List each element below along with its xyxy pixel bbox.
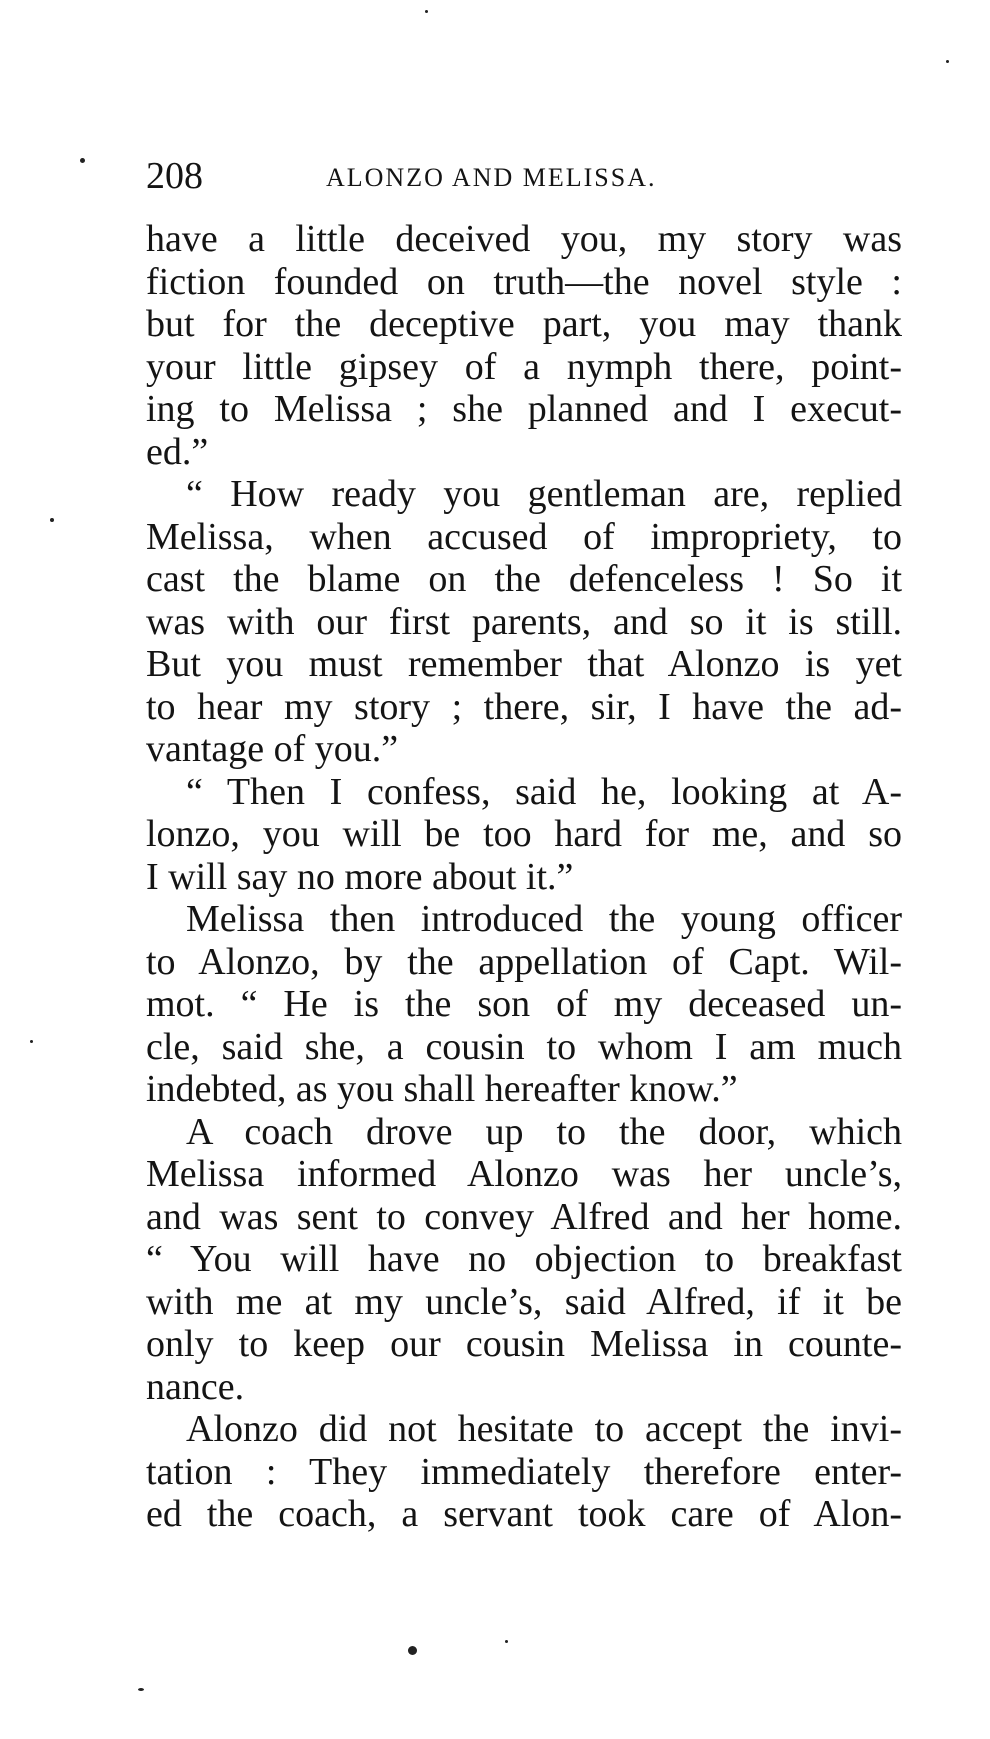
text-line: “ Then I confess, said he, looking at A- bbox=[186, 770, 902, 813]
text-line: your little gipsey of a nymph there, point- bbox=[146, 345, 902, 388]
body-text bbox=[146, 218, 902, 1536]
text-line: “ How ready you gentleman are, replied bbox=[186, 473, 902, 515]
text-line: lonzo, you will be too hard for me, and so bbox=[146, 813, 902, 855]
text-line: tation : They immediately therefore enter- bbox=[146, 1450, 902, 1493]
text-line: only to keep our cousin Melissa in counte- bbox=[146, 1323, 902, 1365]
text-line: Alonzo did not hesitate to accept the invi- bbox=[186, 1408, 902, 1450]
text-line: with me at my uncle’s, said Alfred, if it be bbox=[146, 1280, 902, 1323]
text-line: and was sent to convey Alfred and her home. bbox=[146, 1195, 902, 1238]
text-line: was with our first parents, and so it is still. bbox=[146, 600, 902, 643]
scan-speck bbox=[408, 1646, 417, 1655]
text-line: Melissa then introduced the young officer bbox=[186, 898, 902, 940]
text-line: ing to Melissa ; she planned and I execut- bbox=[146, 388, 902, 430]
scan-speck bbox=[425, 10, 428, 13]
text-line: but for the deceptive part, you may thank bbox=[146, 303, 902, 345]
page-number: 208 bbox=[146, 155, 203, 197]
text-line: “ You will have no objection to breakfast bbox=[146, 1238, 902, 1280]
text-line: cle, said she, a cousin to whom I am much bbox=[146, 1025, 902, 1068]
scan-speck bbox=[505, 1640, 508, 1643]
scan-speck bbox=[80, 158, 85, 163]
text-line: Melissa, when accused of impropriety, to bbox=[146, 515, 902, 558]
text-line: ed.” bbox=[146, 430, 209, 473]
page-header bbox=[146, 152, 902, 200]
text-line: nance. bbox=[146, 1365, 245, 1408]
text-line: Melissa informed Alonzo was her uncle’s, bbox=[146, 1153, 902, 1195]
text-line: A coach drove up to the door, which bbox=[186, 1110, 902, 1153]
text-line: to Alonzo, by the appellation of Capt. Wil- bbox=[146, 940, 902, 983]
scan-speck bbox=[946, 60, 949, 63]
text-line: mot. “ He is the son of my deceased un- bbox=[146, 983, 902, 1025]
text-line: cast the blame on the defenceless ! So it bbox=[146, 558, 902, 600]
text-line: vantage of you.” bbox=[146, 728, 399, 770]
scan-speck bbox=[138, 1688, 144, 1691]
text-line: But you must remember that Alonzo is yet bbox=[146, 643, 902, 685]
scan-speck bbox=[30, 1040, 33, 1043]
text-line: to hear my story ; there, sir, I have the ad- bbox=[146, 685, 902, 728]
text-line: have a little deceived you, my story was bbox=[146, 218, 902, 260]
scan-speck bbox=[50, 518, 54, 522]
text-line: I will say no more about it.” bbox=[146, 855, 574, 898]
text-line: fiction founded on truth—the novel style : bbox=[146, 260, 902, 303]
running-title: ALONZO AND MELISSA. bbox=[326, 163, 657, 192]
text-line: ed the coach, a servant took care of Alon- bbox=[146, 1493, 902, 1535]
text-line: indebted, as you shall hereafter know.” bbox=[146, 1068, 738, 1110]
